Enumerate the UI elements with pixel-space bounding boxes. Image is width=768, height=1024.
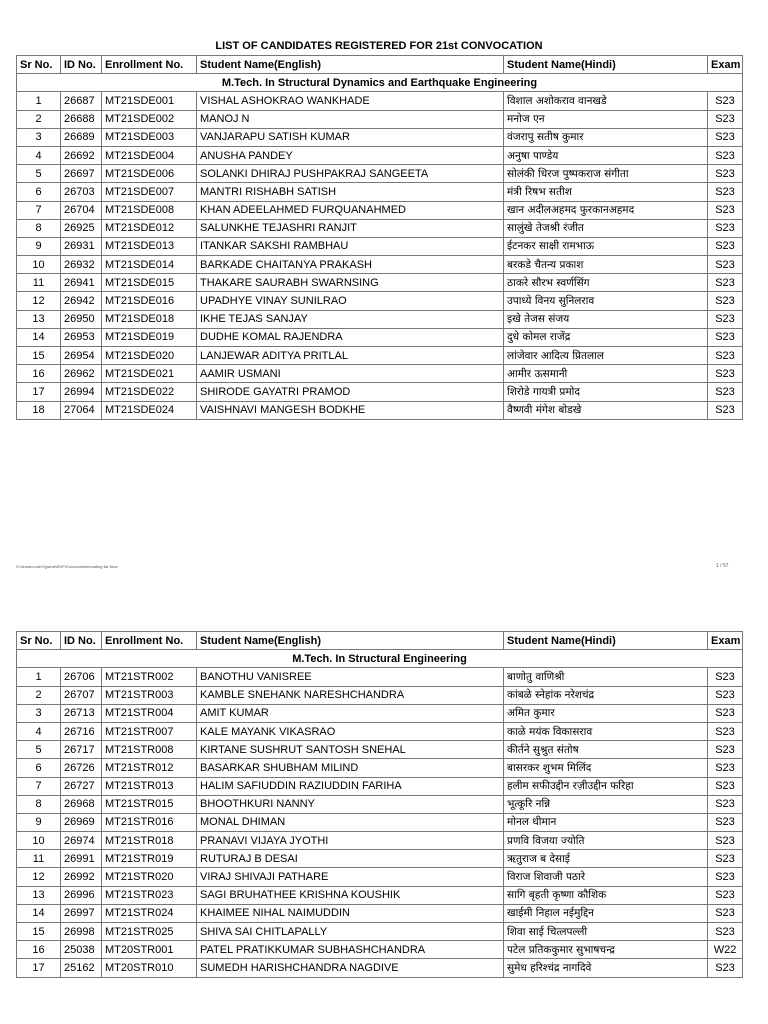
enrollment-no-cell: MT21STR003 bbox=[102, 686, 197, 704]
enrollment-no-cell: MT21SDE021 bbox=[102, 365, 197, 383]
id-no-cell: 26950 bbox=[61, 310, 102, 328]
sr-no-cell: 11 bbox=[17, 850, 61, 868]
name-hindi-cell: आमीर ऊसमानी bbox=[504, 365, 708, 383]
exam-cell: S23 bbox=[708, 383, 743, 401]
id-no-cell: 26953 bbox=[61, 328, 102, 346]
table-row bbox=[17, 832, 743, 850]
exam-cell: S23 bbox=[708, 923, 743, 941]
table-row bbox=[17, 868, 743, 886]
id-no-cell: 26941 bbox=[61, 274, 102, 292]
enrollment-no-cell: MT21SDE006 bbox=[102, 165, 197, 183]
name-english-cell: KAMBLE SNEHANK NARESHCHANDRA bbox=[197, 686, 504, 704]
name-hindi-cell: खान अदीलअहमद फुरकानअहमद bbox=[504, 201, 708, 219]
table-row bbox=[17, 741, 743, 759]
name-english-cell: BASARKAR SHUBHAM MILIND bbox=[197, 759, 504, 777]
table-row bbox=[17, 183, 743, 201]
id-no-cell: 26931 bbox=[61, 237, 102, 255]
section-heading: M.Tech. In Structural Engineering bbox=[17, 650, 743, 668]
table-row bbox=[17, 256, 743, 274]
document-title: LIST OF CANDIDATES REGISTERED FOR 21st CONVOCATION bbox=[215, 40, 543, 52]
exam-cell: S23 bbox=[708, 92, 743, 110]
table-row bbox=[17, 347, 743, 365]
sr-no-cell: 1 bbox=[17, 668, 61, 686]
enrollment-no-cell: MT21STR013 bbox=[102, 777, 197, 795]
name-hindi-cell: पटेल प्रतिककुमार सुभाषचन्द्र bbox=[504, 941, 708, 959]
table-row bbox=[17, 759, 743, 777]
name-hindi-cell: मंत्री रिषभ सतीश bbox=[504, 183, 708, 201]
sr-no-cell: 14 bbox=[17, 328, 61, 346]
name-english-cell: SUMEDH HARISHCHANDRA NAGDIVE bbox=[197, 959, 504, 977]
id-no-cell: 26925 bbox=[61, 219, 102, 237]
name-english-cell: VISHAL ASHOKRAO WANKHADE bbox=[197, 92, 504, 110]
candidate-table-str bbox=[16, 631, 743, 978]
table-row bbox=[17, 328, 743, 346]
exam-cell: S23 bbox=[708, 868, 743, 886]
name-hindi-cell: विराज शिवाजी पठारे bbox=[504, 868, 708, 886]
table-row bbox=[17, 92, 743, 110]
sr-no-cell: 9 bbox=[17, 813, 61, 831]
name-english-cell: BANOTHU VANISREE bbox=[197, 668, 504, 686]
table-row bbox=[17, 886, 743, 904]
sr-no-cell: 15 bbox=[17, 923, 61, 941]
sr-no-cell: 12 bbox=[17, 292, 61, 310]
table-row bbox=[17, 165, 743, 183]
name-hindi-cell: काळे मयंक विकासराव bbox=[504, 722, 708, 740]
sr-no-cell: 7 bbox=[17, 777, 61, 795]
name-english-cell: MANOJ N bbox=[197, 110, 504, 128]
header-id-no: ID No. bbox=[61, 632, 102, 650]
id-no-cell: 26991 bbox=[61, 850, 102, 868]
name-hindi-cell: हलीम सफीउद्दीन रज़ीउद्दीन फरिहा bbox=[504, 777, 708, 795]
sr-no-cell: 3 bbox=[17, 128, 61, 146]
enrollment-no-cell: MT21STR016 bbox=[102, 813, 197, 831]
footer-page-number: 1 / 57 bbox=[716, 563, 729, 569]
name-english-cell: BHOOTHKURI NANNY bbox=[197, 795, 504, 813]
enrollment-no-cell: MT21SDE015 bbox=[102, 274, 197, 292]
exam-cell: S23 bbox=[708, 759, 743, 777]
name-english-cell: PATEL PRATIKKUMAR SUBHASHCHANDRA bbox=[197, 941, 504, 959]
sr-no-cell: 16 bbox=[17, 365, 61, 383]
sr-no-cell: 11 bbox=[17, 274, 61, 292]
name-english-cell: RUTURAJ B DESAI bbox=[197, 850, 504, 868]
id-no-cell: 26707 bbox=[61, 686, 102, 704]
name-english-cell: AMIT KUMAR bbox=[197, 704, 504, 722]
enrollment-no-cell: MT21SDE004 bbox=[102, 146, 197, 164]
enrollment-no-cell: MT21SDE024 bbox=[102, 401, 197, 419]
name-english-cell: SAGI BRUHATHEE KRISHNA KOUSHIK bbox=[197, 886, 504, 904]
id-no-cell: 26962 bbox=[61, 365, 102, 383]
exam-cell: S23 bbox=[708, 365, 743, 383]
id-no-cell: 26942 bbox=[61, 292, 102, 310]
name-hindi-cell: भूत्कूरि नन्नि bbox=[504, 795, 708, 813]
name-english-cell: PRANAVI VIJAYA JYOTHI bbox=[197, 832, 504, 850]
name-hindi-cell: सोलंकी धिरज पुष्पकराज संगीता bbox=[504, 165, 708, 183]
name-hindi-cell: इखे तेजस संजय bbox=[504, 310, 708, 328]
enrollment-no-cell: MT21STR012 bbox=[102, 759, 197, 777]
id-no-cell: 26697 bbox=[61, 165, 102, 183]
sr-no-cell: 4 bbox=[17, 146, 61, 164]
exam-cell: S23 bbox=[708, 219, 743, 237]
name-english-cell: ANUSHA PANDEY bbox=[197, 146, 504, 164]
id-no-cell: 26716 bbox=[61, 722, 102, 740]
name-hindi-cell: प्रणवि विजया ज्योति bbox=[504, 832, 708, 850]
id-no-cell: 26974 bbox=[61, 832, 102, 850]
exam-cell: S23 bbox=[708, 704, 743, 722]
id-no-cell: 26998 bbox=[61, 923, 102, 941]
exam-cell: S23 bbox=[708, 668, 743, 686]
name-hindi-cell: ऋतुराज ब देसाई bbox=[504, 850, 708, 868]
id-no-cell: 26717 bbox=[61, 741, 102, 759]
enrollment-no-cell: MT21SDE008 bbox=[102, 201, 197, 219]
exam-cell: S23 bbox=[708, 741, 743, 759]
exam-cell: S23 bbox=[708, 237, 743, 255]
sr-no-cell: 17 bbox=[17, 959, 61, 977]
section-heading-row bbox=[17, 74, 743, 92]
enrollment-no-cell: MT21SDE001 bbox=[102, 92, 197, 110]
exam-cell: S23 bbox=[708, 256, 743, 274]
name-hindi-cell: उपाध्ये विनय सुनिलराव bbox=[504, 292, 708, 310]
table-row bbox=[17, 128, 743, 146]
name-hindi-cell: कीर्तने सुश्रुत संतोष bbox=[504, 741, 708, 759]
table-row bbox=[17, 310, 743, 328]
table-row bbox=[17, 722, 743, 740]
id-no-cell: 25162 bbox=[61, 959, 102, 977]
name-hindi-cell: ठाकरे सौरभ स्वर्णसिंग bbox=[504, 274, 708, 292]
name-english-cell: SHIRODE GAYATRI PRAMOD bbox=[197, 383, 504, 401]
name-english-cell: DUDHE KOMAL RAJENDRA bbox=[197, 328, 504, 346]
sr-no-cell: 4 bbox=[17, 722, 61, 740]
exam-cell: S23 bbox=[708, 128, 743, 146]
candidate-table-sde bbox=[16, 55, 743, 420]
header-exam: Exam bbox=[708, 56, 743, 74]
name-english-cell: MONAL DHIMAN bbox=[197, 813, 504, 831]
header-enrollment-no: Enrollment No. bbox=[102, 632, 197, 650]
id-no-cell: 26706 bbox=[61, 668, 102, 686]
id-no-cell: 26688 bbox=[61, 110, 102, 128]
sr-no-cell: 10 bbox=[17, 256, 61, 274]
id-no-cell: 26969 bbox=[61, 813, 102, 831]
sr-no-cell: 17 bbox=[17, 383, 61, 401]
section-heading-row bbox=[17, 650, 743, 668]
name-english-cell: KALE MAYANK VIKASRAO bbox=[197, 722, 504, 740]
enrollment-no-cell: MT20STR010 bbox=[102, 959, 197, 977]
table-row bbox=[17, 850, 743, 868]
table-row bbox=[17, 941, 743, 959]
id-no-cell: 26954 bbox=[61, 347, 102, 365]
enrollment-no-cell: MT21SDE022 bbox=[102, 383, 197, 401]
sr-no-cell: 7 bbox=[17, 201, 61, 219]
sr-no-cell: 6 bbox=[17, 759, 61, 777]
exam-cell: S23 bbox=[708, 832, 743, 850]
table-row bbox=[17, 383, 743, 401]
name-hindi-cell: विशाल अशोकराव वानखडे bbox=[504, 92, 708, 110]
name-hindi-cell: लांजेवार आदित्य प्रितलाल bbox=[504, 347, 708, 365]
id-no-cell: 26703 bbox=[61, 183, 102, 201]
id-no-cell: 26726 bbox=[61, 759, 102, 777]
exam-cell: S23 bbox=[708, 146, 743, 164]
name-hindi-cell: ईटनकर साक्षी रामभाऊ bbox=[504, 237, 708, 255]
name-english-cell: VIRAJ SHIVAJI PATHARE bbox=[197, 868, 504, 886]
name-hindi-cell: वंजरापु सतीष कुमार bbox=[504, 128, 708, 146]
header-name-english: Student Name(English) bbox=[197, 56, 504, 74]
sr-no-cell: 3 bbox=[17, 704, 61, 722]
enrollment-no-cell: MT21SDE007 bbox=[102, 183, 197, 201]
name-english-cell: SOLANKI DHIRAJ PUSHPAKRAJ SANGEETA bbox=[197, 165, 504, 183]
enrollment-no-cell: MT21STR015 bbox=[102, 795, 197, 813]
header-sr-no: Sr No. bbox=[17, 56, 61, 74]
id-no-cell: 26997 bbox=[61, 904, 102, 922]
exam-cell: S23 bbox=[708, 813, 743, 831]
table-row bbox=[17, 959, 743, 977]
enrollment-no-cell: MT21STR024 bbox=[102, 904, 197, 922]
name-hindi-cell: बरकडे चैतन्य प्रकाश bbox=[504, 256, 708, 274]
exam-cell: S23 bbox=[708, 686, 743, 704]
exam-cell: S23 bbox=[708, 904, 743, 922]
sr-no-cell: 8 bbox=[17, 795, 61, 813]
enrollment-no-cell: MT21STR025 bbox=[102, 923, 197, 941]
exam-cell: S23 bbox=[708, 850, 743, 868]
header-enrollment-no: Enrollment No. bbox=[102, 56, 197, 74]
sr-no-cell: 18 bbox=[17, 401, 61, 419]
sr-no-cell: 8 bbox=[17, 219, 61, 237]
name-hindi-cell: मोनल धीमान bbox=[504, 813, 708, 831]
table-row bbox=[17, 686, 743, 704]
sr-no-cell: 13 bbox=[17, 310, 61, 328]
sr-no-cell: 14 bbox=[17, 904, 61, 922]
sr-no-cell: 5 bbox=[17, 165, 61, 183]
id-no-cell: 26689 bbox=[61, 128, 102, 146]
table-row bbox=[17, 904, 743, 922]
id-no-cell: 26713 bbox=[61, 704, 102, 722]
table-row bbox=[17, 292, 743, 310]
id-no-cell: 26996 bbox=[61, 886, 102, 904]
table-row bbox=[17, 365, 743, 383]
exam-cell: S23 bbox=[708, 886, 743, 904]
header-name-hindi: Student Name(Hindi) bbox=[504, 632, 708, 650]
enrollment-no-cell: MT21STR023 bbox=[102, 886, 197, 904]
enrollment-no-cell: MT21STR004 bbox=[102, 704, 197, 722]
id-no-cell: 26992 bbox=[61, 868, 102, 886]
table-row bbox=[17, 795, 743, 813]
header-name-english: Student Name(English) bbox=[197, 632, 504, 650]
enrollment-no-cell: MT21SDE019 bbox=[102, 328, 197, 346]
sr-no-cell: 12 bbox=[17, 868, 61, 886]
sr-no-cell: 10 bbox=[17, 832, 61, 850]
exam-cell: S23 bbox=[708, 401, 743, 419]
exam-cell: S23 bbox=[708, 722, 743, 740]
sr-no-cell: 2 bbox=[17, 110, 61, 128]
header-sr-no: Sr No. bbox=[17, 632, 61, 650]
enrollment-no-cell: MT21SDE003 bbox=[102, 128, 197, 146]
table-row bbox=[17, 219, 743, 237]
name-hindi-cell: बाणोतु वाणिश्री bbox=[504, 668, 708, 686]
sr-no-cell: 6 bbox=[17, 183, 61, 201]
table-row bbox=[17, 237, 743, 255]
name-hindi-cell: शिवा साई चित्लपल्ली bbox=[504, 923, 708, 941]
name-hindi-cell: कांबळे स्नेहांक नरेशचंद्र bbox=[504, 686, 708, 704]
name-hindi-cell: सागि बृहती कृष्णा कौशिक bbox=[504, 886, 708, 904]
table-row bbox=[17, 668, 743, 686]
id-no-cell: 25038 bbox=[61, 941, 102, 959]
id-no-cell: 26932 bbox=[61, 256, 102, 274]
name-english-cell: SALUNKHE TEJASHRI RANJIT bbox=[197, 219, 504, 237]
exam-cell: S23 bbox=[708, 777, 743, 795]
table-header-row bbox=[17, 632, 743, 650]
exam-cell: S23 bbox=[708, 795, 743, 813]
id-no-cell: 26704 bbox=[61, 201, 102, 219]
name-english-cell: LANJEWAR ADITYA PRITLAL bbox=[197, 347, 504, 365]
enrollment-no-cell: MT21SDE014 bbox=[102, 256, 197, 274]
name-hindi-cell: बासरकर शुभम मिलिंद bbox=[504, 759, 708, 777]
table-row bbox=[17, 146, 743, 164]
id-no-cell: 27064 bbox=[61, 401, 102, 419]
id-no-cell: 26994 bbox=[61, 383, 102, 401]
enrollment-no-cell: MT21SDE016 bbox=[102, 292, 197, 310]
name-english-cell: THAKARE SAURABH SWARNSING bbox=[197, 274, 504, 292]
name-english-cell: AAMIR USMANI bbox=[197, 365, 504, 383]
sr-no-cell: 16 bbox=[17, 941, 61, 959]
enrollment-no-cell: MT21SDE018 bbox=[102, 310, 197, 328]
table-row bbox=[17, 777, 743, 795]
sr-no-cell: 13 bbox=[17, 886, 61, 904]
name-hindi-cell: खाईमी निहाल नईमुद्दिन bbox=[504, 904, 708, 922]
exam-cell: W22 bbox=[708, 941, 743, 959]
id-no-cell: 26692 bbox=[61, 146, 102, 164]
exam-cell: S23 bbox=[708, 310, 743, 328]
id-no-cell: 26687 bbox=[61, 92, 102, 110]
enrollment-no-cell: MT21STR002 bbox=[102, 668, 197, 686]
name-hindi-cell: अनुषा पाण्डेय bbox=[504, 146, 708, 164]
sr-no-cell: 15 bbox=[17, 347, 61, 365]
table-row bbox=[17, 201, 743, 219]
section-heading: M.Tech. In Structural Dynamics and Earthquake Engineering bbox=[17, 74, 743, 92]
enrollment-no-cell: MT21SDE013 bbox=[102, 237, 197, 255]
name-english-cell: IKHE TEJAS SANJAY bbox=[197, 310, 504, 328]
name-hindi-cell: दुधे कोमल राजेंद्र bbox=[504, 328, 708, 346]
header-name-hindi: Student Name(Hindi) bbox=[504, 56, 708, 74]
sr-no-cell: 2 bbox=[17, 686, 61, 704]
name-english-cell: HALIM SAFIUDDIN RAZIUDDIN FARIHA bbox=[197, 777, 504, 795]
enrollment-no-cell: MT21STR018 bbox=[102, 832, 197, 850]
enrollment-no-cell: MT20STR001 bbox=[102, 941, 197, 959]
table-row bbox=[17, 274, 743, 292]
enrollment-no-cell: MT21SDE002 bbox=[102, 110, 197, 128]
footer-file-path: G:\shared-site\Vjparwi\EDP\Convocation\reading list New bbox=[16, 564, 118, 569]
enrollment-no-cell: MT21STR019 bbox=[102, 850, 197, 868]
table-row bbox=[17, 813, 743, 831]
sr-no-cell: 5 bbox=[17, 741, 61, 759]
name-english-cell: UPADHYE VINAY SUNILRAO bbox=[197, 292, 504, 310]
exam-cell: S23 bbox=[708, 959, 743, 977]
name-hindi-cell: मनोज एन bbox=[504, 110, 708, 128]
name-english-cell: ITANKAR SAKSHI RAMBHAU bbox=[197, 237, 504, 255]
enrollment-no-cell: MT21STR020 bbox=[102, 868, 197, 886]
name-english-cell: KHAIMEE NIHAL NAIMUDDIN bbox=[197, 904, 504, 922]
name-english-cell: SHIVA SAI CHITLAPALLY bbox=[197, 923, 504, 941]
exam-cell: S23 bbox=[708, 183, 743, 201]
enrollment-no-cell: MT21SDE020 bbox=[102, 347, 197, 365]
enrollment-no-cell: MT21STR008 bbox=[102, 741, 197, 759]
header-exam: Exam bbox=[708, 632, 743, 650]
table-header-row bbox=[17, 56, 743, 74]
enrollment-no-cell: MT21STR007 bbox=[102, 722, 197, 740]
header-id-no: ID No. bbox=[61, 56, 102, 74]
name-hindi-cell: सुमेध हरिश्चंद्र नागदिवे bbox=[504, 959, 708, 977]
name-english-cell: KHAN ADEELAHMED FURQUANAHMED bbox=[197, 201, 504, 219]
table-row bbox=[17, 704, 743, 722]
exam-cell: S23 bbox=[708, 201, 743, 219]
name-english-cell: VANJARAPU SATISH KUMAR bbox=[197, 128, 504, 146]
name-english-cell: KIRTANE SUSHRUT SANTOSH SNEHAL bbox=[197, 741, 504, 759]
exam-cell: S23 bbox=[708, 292, 743, 310]
name-english-cell: VAISHNAVI MANGESH BODKHE bbox=[197, 401, 504, 419]
name-hindi-cell: सालुंखे तेजश्री रंजीत bbox=[504, 219, 708, 237]
exam-cell: S23 bbox=[708, 274, 743, 292]
sr-no-cell: 9 bbox=[17, 237, 61, 255]
name-hindi-cell: अमित कुमार bbox=[504, 704, 708, 722]
exam-cell: S23 bbox=[708, 328, 743, 346]
sr-no-cell: 1 bbox=[17, 92, 61, 110]
name-english-cell: BARKADE CHAITANYA PRAKASH bbox=[197, 256, 504, 274]
id-no-cell: 26727 bbox=[61, 777, 102, 795]
exam-cell: S23 bbox=[708, 165, 743, 183]
name-hindi-cell: वैष्णवी मंगेश बोडखे bbox=[504, 401, 708, 419]
exam-cell: S23 bbox=[708, 110, 743, 128]
table-row bbox=[17, 401, 743, 419]
name-hindi-cell: शिरोडे गायत्री प्रमोद bbox=[504, 383, 708, 401]
enrollment-no-cell: MT21SDE012 bbox=[102, 219, 197, 237]
id-no-cell: 26968 bbox=[61, 795, 102, 813]
exam-cell: S23 bbox=[708, 347, 743, 365]
table-row bbox=[17, 110, 743, 128]
table-row bbox=[17, 923, 743, 941]
name-english-cell: MANTRI RISHABH SATISH bbox=[197, 183, 504, 201]
